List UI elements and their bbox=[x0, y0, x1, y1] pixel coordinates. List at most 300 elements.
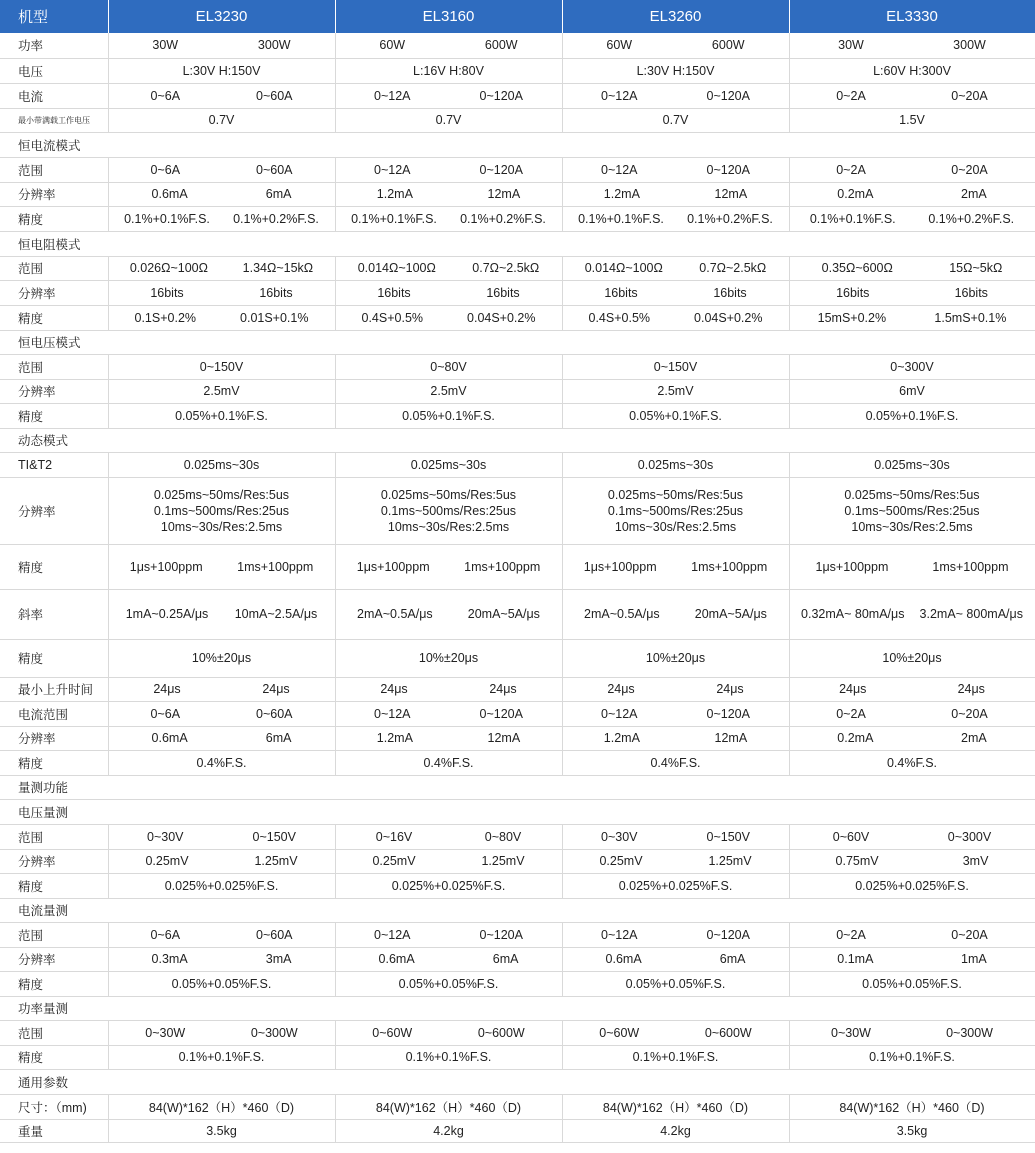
cell-value-pair bbox=[563, 928, 789, 942]
cell-value: 0~6A bbox=[150, 927, 181, 942]
model-cell: 0.7V bbox=[108, 108, 335, 132]
cell-value: 0.04S+0.2% bbox=[467, 310, 536, 325]
section-title: 通用参数 bbox=[0, 1069, 1035, 1094]
cell-value-pair bbox=[109, 854, 335, 868]
cell-value: 0.6mA bbox=[151, 187, 188, 201]
model-cell: 1.5V bbox=[789, 108, 1035, 132]
model-cell bbox=[789, 922, 1035, 947]
model-cell: L:30V H:150V bbox=[108, 58, 335, 83]
cell-value-pair bbox=[336, 89, 562, 103]
model-cell: 0~300V bbox=[789, 354, 1035, 379]
model-cell: 10%±20μs bbox=[108, 639, 335, 677]
cell-value: 1μs+100ppm bbox=[815, 559, 889, 574]
model-cell: L:60V H:300V bbox=[789, 58, 1035, 83]
spec-row bbox=[0, 824, 1035, 849]
cell-line: 10ms~30s/Res:2.5ms bbox=[851, 519, 973, 534]
row-label: TI&T2 bbox=[0, 452, 108, 477]
row-label: 精度 bbox=[0, 403, 108, 428]
cell-value: 0.04S+0.2% bbox=[694, 310, 763, 325]
spec-row bbox=[0, 947, 1035, 971]
model-cell: 4.2kg bbox=[335, 1119, 562, 1142]
cell-value: 1.2mA bbox=[603, 187, 640, 201]
model-cell: 0.05%+0.1%F.S. bbox=[789, 403, 1035, 428]
model-cell bbox=[108, 477, 335, 544]
cell-value-pair bbox=[790, 607, 1035, 621]
model-cell: 0.025ms~30s bbox=[108, 452, 335, 477]
model-cell bbox=[108, 677, 335, 701]
model-cell: 0.4%F.S. bbox=[108, 750, 335, 775]
cell-value-pair bbox=[563, 187, 789, 201]
spec-row bbox=[0, 379, 1035, 403]
cell-value: 16bits bbox=[954, 285, 988, 300]
cell-value: 0~12A bbox=[601, 88, 638, 103]
cell-value: 1.25mV bbox=[708, 854, 752, 868]
row-label: 电流 bbox=[0, 83, 108, 108]
model-cell bbox=[108, 1020, 335, 1045]
model-cell bbox=[562, 157, 789, 182]
row-label: 分辨率 bbox=[0, 477, 108, 544]
row-label: 精度 bbox=[0, 206, 108, 231]
cell-value: 3mV bbox=[962, 854, 989, 868]
cell-value: 0~60V bbox=[832, 829, 870, 844]
spec-row bbox=[0, 750, 1035, 775]
section-title: 电流量测 bbox=[0, 898, 1035, 922]
section-row bbox=[0, 231, 1035, 256]
model-cell: 0.4%F.S. bbox=[789, 750, 1035, 775]
cell-value: 600W bbox=[484, 38, 518, 53]
cell-value: 1ms+100ppm bbox=[691, 559, 768, 574]
row-label: 精度 bbox=[0, 750, 108, 775]
cell-value: 0~80V bbox=[484, 829, 522, 844]
model-cell: 3.5kg bbox=[789, 1119, 1035, 1142]
model-cell: 2.5mV bbox=[562, 379, 789, 403]
cell-value: 60W bbox=[606, 38, 633, 53]
cell-value: 2mA bbox=[961, 731, 987, 745]
cell-line: 0.025ms~50ms/Res:5us bbox=[380, 487, 517, 502]
section-row bbox=[0, 330, 1035, 354]
row-label: 范围 bbox=[0, 824, 108, 849]
model-cell: 0.1%+0.1%F.S. bbox=[108, 1045, 335, 1069]
model-cell bbox=[108, 206, 335, 231]
cell-value-pair bbox=[790, 707, 1035, 721]
cell-value: 1ms+100ppm bbox=[464, 559, 541, 574]
cell-value: 0~30V bbox=[147, 829, 184, 844]
cell-value: 0~300V bbox=[947, 829, 992, 844]
cell-value: 15Ω~5kΩ bbox=[949, 261, 1003, 275]
cell-value-pair bbox=[336, 286, 562, 300]
spec-row bbox=[0, 280, 1035, 305]
model-cell: 84(W)*162（H）*460（D) bbox=[108, 1094, 335, 1119]
spec-row bbox=[0, 157, 1035, 182]
model-cell bbox=[789, 182, 1035, 206]
cell-value-pair bbox=[563, 560, 789, 574]
model-cell: 0.1%+0.1%F.S. bbox=[562, 1045, 789, 1069]
cell-value-pair bbox=[336, 1026, 562, 1040]
cell-value: 0~12A bbox=[601, 162, 638, 177]
spec-row bbox=[0, 1119, 1035, 1142]
model-cell bbox=[335, 544, 562, 589]
cell-value: 24μs bbox=[489, 682, 517, 696]
cell-value: 2mA bbox=[961, 187, 987, 201]
model-cell bbox=[562, 677, 789, 701]
model-cell bbox=[335, 922, 562, 947]
model-cell: 10%±20μs bbox=[335, 639, 562, 677]
row-label: 范围 bbox=[0, 1020, 108, 1045]
model-cell: 0.025%+0.025%F.S. bbox=[562, 873, 789, 898]
spec-row bbox=[0, 971, 1035, 996]
model-cell bbox=[108, 157, 335, 182]
row-label: 范围 bbox=[0, 922, 108, 947]
model-cell bbox=[562, 701, 789, 726]
cell-value-pair bbox=[109, 163, 335, 177]
cell-value-pair bbox=[336, 928, 562, 942]
cell-value: 1.25mV bbox=[481, 854, 525, 868]
cell-value: 1.5mS+0.1% bbox=[934, 310, 1007, 325]
cell-value-pair bbox=[790, 261, 1035, 275]
cell-value: 0~20A bbox=[951, 706, 988, 721]
row-label: 精度 bbox=[0, 971, 108, 996]
model-cell bbox=[335, 157, 562, 182]
cell-value: 1.2mA bbox=[603, 731, 640, 745]
cell-value-pair bbox=[109, 682, 335, 696]
spec-row bbox=[0, 922, 1035, 947]
model-cell: 0.7V bbox=[562, 108, 789, 132]
cell-value-pair bbox=[109, 38, 335, 52]
cell-value-pair bbox=[563, 707, 789, 721]
model-cell bbox=[562, 922, 789, 947]
model-cell bbox=[562, 305, 789, 330]
cell-value: 60W bbox=[379, 38, 406, 53]
model-cell bbox=[562, 849, 789, 873]
cell-value: 0~120A bbox=[479, 162, 523, 177]
cell-value-pair bbox=[563, 682, 789, 696]
cell-value: 0.1%+0.1%F.S. bbox=[124, 211, 210, 226]
spec-row bbox=[0, 403, 1035, 428]
spec-row bbox=[0, 1094, 1035, 1119]
cell-value: 1mA~0.25A/μs bbox=[125, 607, 209, 621]
model-cell bbox=[789, 849, 1035, 873]
cell-line: 10ms~30s/Res:2.5ms bbox=[387, 519, 510, 534]
model-cell bbox=[335, 477, 562, 544]
row-label: 分辨率 bbox=[0, 726, 108, 750]
model-cell bbox=[335, 33, 562, 58]
spec-row bbox=[0, 33, 1035, 58]
cell-value: 12mA bbox=[487, 187, 521, 201]
cell-value: 6mA bbox=[265, 731, 292, 745]
cell-value: 0~60A bbox=[256, 88, 293, 103]
cell-value: 0~300W bbox=[250, 1025, 298, 1040]
model-cell: 0~150V bbox=[562, 354, 789, 379]
spec-row bbox=[0, 677, 1035, 701]
cell-value: 0~12A bbox=[601, 927, 638, 942]
model-cell bbox=[789, 33, 1035, 58]
row-label: 精度 bbox=[0, 639, 108, 677]
cell-value: 0~120A bbox=[706, 927, 750, 942]
section-row bbox=[0, 132, 1035, 157]
cell-value: 0~20A bbox=[951, 927, 988, 942]
model-cell bbox=[789, 544, 1035, 589]
cell-value-pair bbox=[336, 261, 562, 275]
cell-value: 0.1%+0.2%F.S. bbox=[928, 211, 1015, 226]
cell-value: 0~16V bbox=[375, 829, 413, 844]
cell-value: 16bits bbox=[604, 285, 638, 300]
cell-value: 0~150V bbox=[706, 829, 750, 844]
cell-value: 0~2A bbox=[836, 88, 866, 103]
row-label: 分辨率 bbox=[0, 379, 108, 403]
cell-value-pair bbox=[563, 607, 789, 621]
cell-value: 0.35Ω~600Ω bbox=[821, 261, 893, 275]
cell-value-pair bbox=[336, 830, 562, 844]
model-cell: 0.05%+0.1%F.S. bbox=[335, 403, 562, 428]
cell-value: 0.014Ω~100Ω bbox=[584, 261, 663, 275]
spec-row bbox=[0, 108, 1035, 132]
cell-value: 0.7Ω~2.5kΩ bbox=[699, 261, 767, 275]
cell-value: 30W bbox=[152, 38, 179, 53]
cell-value: 0~2A bbox=[836, 927, 866, 942]
cell-value: 2mA~0.5A/μs bbox=[357, 607, 433, 621]
cell-value: 0~120A bbox=[479, 927, 523, 942]
cell-value: 0.014Ω~100Ω bbox=[357, 261, 436, 275]
cell-value: 0.6mA bbox=[605, 952, 642, 966]
cell-value: 0.1%+0.1%F.S. bbox=[578, 211, 664, 226]
cell-value-pair bbox=[790, 163, 1035, 177]
row-label: 范围 bbox=[0, 354, 108, 379]
spec-row bbox=[0, 305, 1035, 330]
cell-value: 0~6A bbox=[150, 162, 181, 177]
model-cell bbox=[562, 726, 789, 750]
cell-value: 300W bbox=[257, 38, 291, 53]
cell-value: 0~12A bbox=[374, 927, 411, 942]
cell-value: 0~600W bbox=[477, 1025, 525, 1040]
cell-value: 0.01S+0.1% bbox=[240, 310, 309, 325]
cell-value-pair bbox=[109, 928, 335, 942]
cell-value-pair bbox=[336, 731, 562, 745]
model-cell bbox=[108, 544, 335, 589]
cell-value: 24μs bbox=[262, 682, 290, 696]
model-cell bbox=[335, 947, 562, 971]
cell-line: 0.1ms~500ms/Res:25us bbox=[380, 503, 517, 518]
cell-value: 12mA bbox=[714, 187, 748, 201]
model-cell: 84(W)*162（H）*460（D) bbox=[789, 1094, 1035, 1119]
section-title: 恒电阻模式 bbox=[0, 231, 1035, 256]
spec-row bbox=[0, 477, 1035, 544]
row-label: 精度 bbox=[0, 873, 108, 898]
spec-row bbox=[0, 701, 1035, 726]
cell-value: 0.2mA bbox=[837, 731, 874, 745]
cell-value: 0.1S+0.2% bbox=[134, 310, 197, 325]
cell-value: 0~120A bbox=[706, 162, 750, 177]
model-header-el3330: EL3330 bbox=[789, 0, 1035, 33]
model-cell: 0.05%+0.05%F.S. bbox=[789, 971, 1035, 996]
cell-value: 0.026Ω~100Ω bbox=[129, 261, 208, 275]
cell-value-pair bbox=[336, 682, 562, 696]
row-label: 范围 bbox=[0, 157, 108, 182]
model-cell: L:16V H:80V bbox=[335, 58, 562, 83]
model-header-el3260: EL3260 bbox=[562, 0, 789, 33]
cell-value-pair bbox=[563, 89, 789, 103]
model-cell bbox=[789, 589, 1035, 639]
cell-value: 24μs bbox=[380, 682, 408, 696]
cell-value: 1μs+100ppm bbox=[356, 559, 430, 574]
cell-line: 0.1ms~500ms/Res:25us bbox=[844, 503, 980, 518]
model-cell: 0.4%F.S. bbox=[562, 750, 789, 775]
section-row bbox=[0, 428, 1035, 452]
header-label: 机型 bbox=[0, 0, 108, 33]
cell-value: 30W bbox=[838, 38, 864, 53]
model-cell bbox=[335, 824, 562, 849]
cell-value-pair bbox=[109, 1026, 335, 1040]
model-cell bbox=[108, 33, 335, 58]
model-header-el3230: EL3230 bbox=[108, 0, 335, 33]
model-cell bbox=[562, 33, 789, 58]
model-cell bbox=[108, 922, 335, 947]
cell-value-pair bbox=[563, 1026, 789, 1040]
cell-value-pair bbox=[790, 212, 1035, 226]
model-cell: 0.1%+0.1%F.S. bbox=[789, 1045, 1035, 1069]
model-cell bbox=[789, 305, 1035, 330]
cell-line: 10ms~30s/Res:2.5ms bbox=[614, 519, 737, 534]
cell-value-pair bbox=[563, 311, 789, 325]
model-cell bbox=[335, 677, 562, 701]
model-cell bbox=[108, 256, 335, 280]
cell-value-pair bbox=[563, 854, 789, 868]
model-cell bbox=[789, 477, 1035, 544]
cell-value: 6mA bbox=[719, 952, 746, 966]
cell-value: 1.34Ω~15kΩ bbox=[242, 261, 314, 275]
model-cell bbox=[108, 947, 335, 971]
model-cell bbox=[789, 83, 1035, 108]
section-row bbox=[0, 1069, 1035, 1094]
cell-value-pair bbox=[563, 731, 789, 745]
model-cell: 6mV bbox=[789, 379, 1035, 403]
cell-value-pair bbox=[109, 830, 335, 844]
model-cell bbox=[789, 157, 1035, 182]
cell-value: 6mA bbox=[492, 952, 519, 966]
cell-value: 0.6mA bbox=[151, 731, 188, 745]
model-cell bbox=[335, 256, 562, 280]
model-cell: 0~150V bbox=[108, 354, 335, 379]
cell-value: 16bits bbox=[713, 285, 747, 300]
cell-value-pair bbox=[790, 89, 1035, 103]
cell-value: 1mA bbox=[961, 952, 987, 966]
model-cell: 0~80V bbox=[335, 354, 562, 379]
model-cell: 0.05%+0.05%F.S. bbox=[108, 971, 335, 996]
cell-value: 0~12A bbox=[374, 88, 411, 103]
cell-value: 0~120A bbox=[479, 88, 523, 103]
model-cell: 0.7V bbox=[335, 108, 562, 132]
cell-value: 20mA~5A/μs bbox=[694, 607, 767, 621]
model-cell bbox=[562, 206, 789, 231]
cell-value: 0.1%+0.2%F.S. bbox=[460, 211, 546, 226]
model-cell bbox=[335, 589, 562, 639]
cell-value-pair bbox=[790, 854, 1035, 868]
model-cell bbox=[562, 1020, 789, 1045]
model-cell bbox=[335, 849, 562, 873]
cell-value: 0~60A bbox=[256, 927, 293, 942]
model-cell bbox=[789, 726, 1035, 750]
model-cell bbox=[562, 589, 789, 639]
cell-value-pair bbox=[790, 286, 1035, 300]
cell-line: 0.1ms~500ms/Res:25us bbox=[607, 503, 744, 518]
row-label: 电流范围 bbox=[0, 701, 108, 726]
spec-row bbox=[0, 206, 1035, 231]
spec-row bbox=[0, 256, 1035, 280]
model-cell bbox=[108, 824, 335, 849]
model-cell: 10%±20μs bbox=[562, 639, 789, 677]
model-cell bbox=[108, 849, 335, 873]
model-cell: 0.4%F.S. bbox=[335, 750, 562, 775]
section-title: 功率量测 bbox=[0, 996, 1035, 1020]
row-label: 功率 bbox=[0, 33, 108, 58]
cell-value-pair bbox=[336, 187, 562, 201]
model-cell: 0.05%+0.05%F.S. bbox=[562, 971, 789, 996]
cell-value-pair bbox=[563, 261, 789, 275]
model-cell bbox=[789, 206, 1035, 231]
cell-value: 24μs bbox=[957, 682, 985, 696]
cell-value-pair bbox=[336, 607, 562, 621]
cell-value: 0~2A bbox=[836, 706, 866, 721]
cell-value-pair bbox=[563, 830, 789, 844]
cell-value: 0.75mV bbox=[835, 854, 879, 868]
model-cell bbox=[562, 824, 789, 849]
section-title: 恒电压模式 bbox=[0, 330, 1035, 354]
cell-value: 12mA bbox=[487, 731, 521, 745]
model-cell bbox=[335, 701, 562, 726]
spec-row bbox=[0, 354, 1035, 379]
spec-row bbox=[0, 1020, 1035, 1045]
model-cell bbox=[562, 544, 789, 589]
row-label: 最小上升时间 bbox=[0, 677, 108, 701]
cell-line: 0.025ms~50ms/Res:5us bbox=[844, 487, 980, 502]
cell-value: 3.2mA~ 800mA/μs bbox=[919, 607, 1023, 621]
cell-value-pair bbox=[109, 311, 335, 325]
cell-value: 0~60A bbox=[256, 162, 293, 177]
row-label: 精度 bbox=[0, 305, 108, 330]
spec-body bbox=[0, 33, 1035, 1142]
model-cell bbox=[108, 280, 335, 305]
row-label: 电压 bbox=[0, 58, 108, 83]
model-cell bbox=[108, 701, 335, 726]
cell-value: 24μs bbox=[153, 682, 181, 696]
cell-value: 0~12A bbox=[374, 162, 411, 177]
cell-value: 10mA~2.5A/μs bbox=[234, 607, 318, 621]
cell-value-pair bbox=[109, 707, 335, 721]
cell-value: 0.25mV bbox=[372, 854, 416, 868]
cell-value: 1.2mA bbox=[376, 187, 413, 201]
cell-value: 1μs+100ppm bbox=[583, 559, 657, 574]
cell-value: 0~60W bbox=[372, 1025, 413, 1040]
row-label: 精度 bbox=[0, 544, 108, 589]
cell-value: 0~12A bbox=[374, 706, 411, 721]
section-row bbox=[0, 996, 1035, 1020]
model-cell bbox=[789, 824, 1035, 849]
cell-value-pair bbox=[109, 212, 335, 226]
cell-value-pair bbox=[336, 707, 562, 721]
model-cell: 84(W)*162（H）*460（D) bbox=[335, 1094, 562, 1119]
model-cell bbox=[562, 182, 789, 206]
header-row bbox=[0, 0, 1035, 33]
cell-value: 0.2mA bbox=[837, 187, 874, 201]
cell-value: 1.25mV bbox=[254, 854, 298, 868]
cell-line: 0.025ms~50ms/Res:5us bbox=[153, 487, 290, 502]
model-cell bbox=[335, 305, 562, 330]
cell-value: 24μs bbox=[839, 682, 867, 696]
cell-value-pair bbox=[109, 952, 335, 966]
cell-value-pair bbox=[790, 38, 1035, 52]
model-cell bbox=[562, 256, 789, 280]
model-cell bbox=[789, 701, 1035, 726]
cell-value-pair bbox=[790, 682, 1035, 696]
